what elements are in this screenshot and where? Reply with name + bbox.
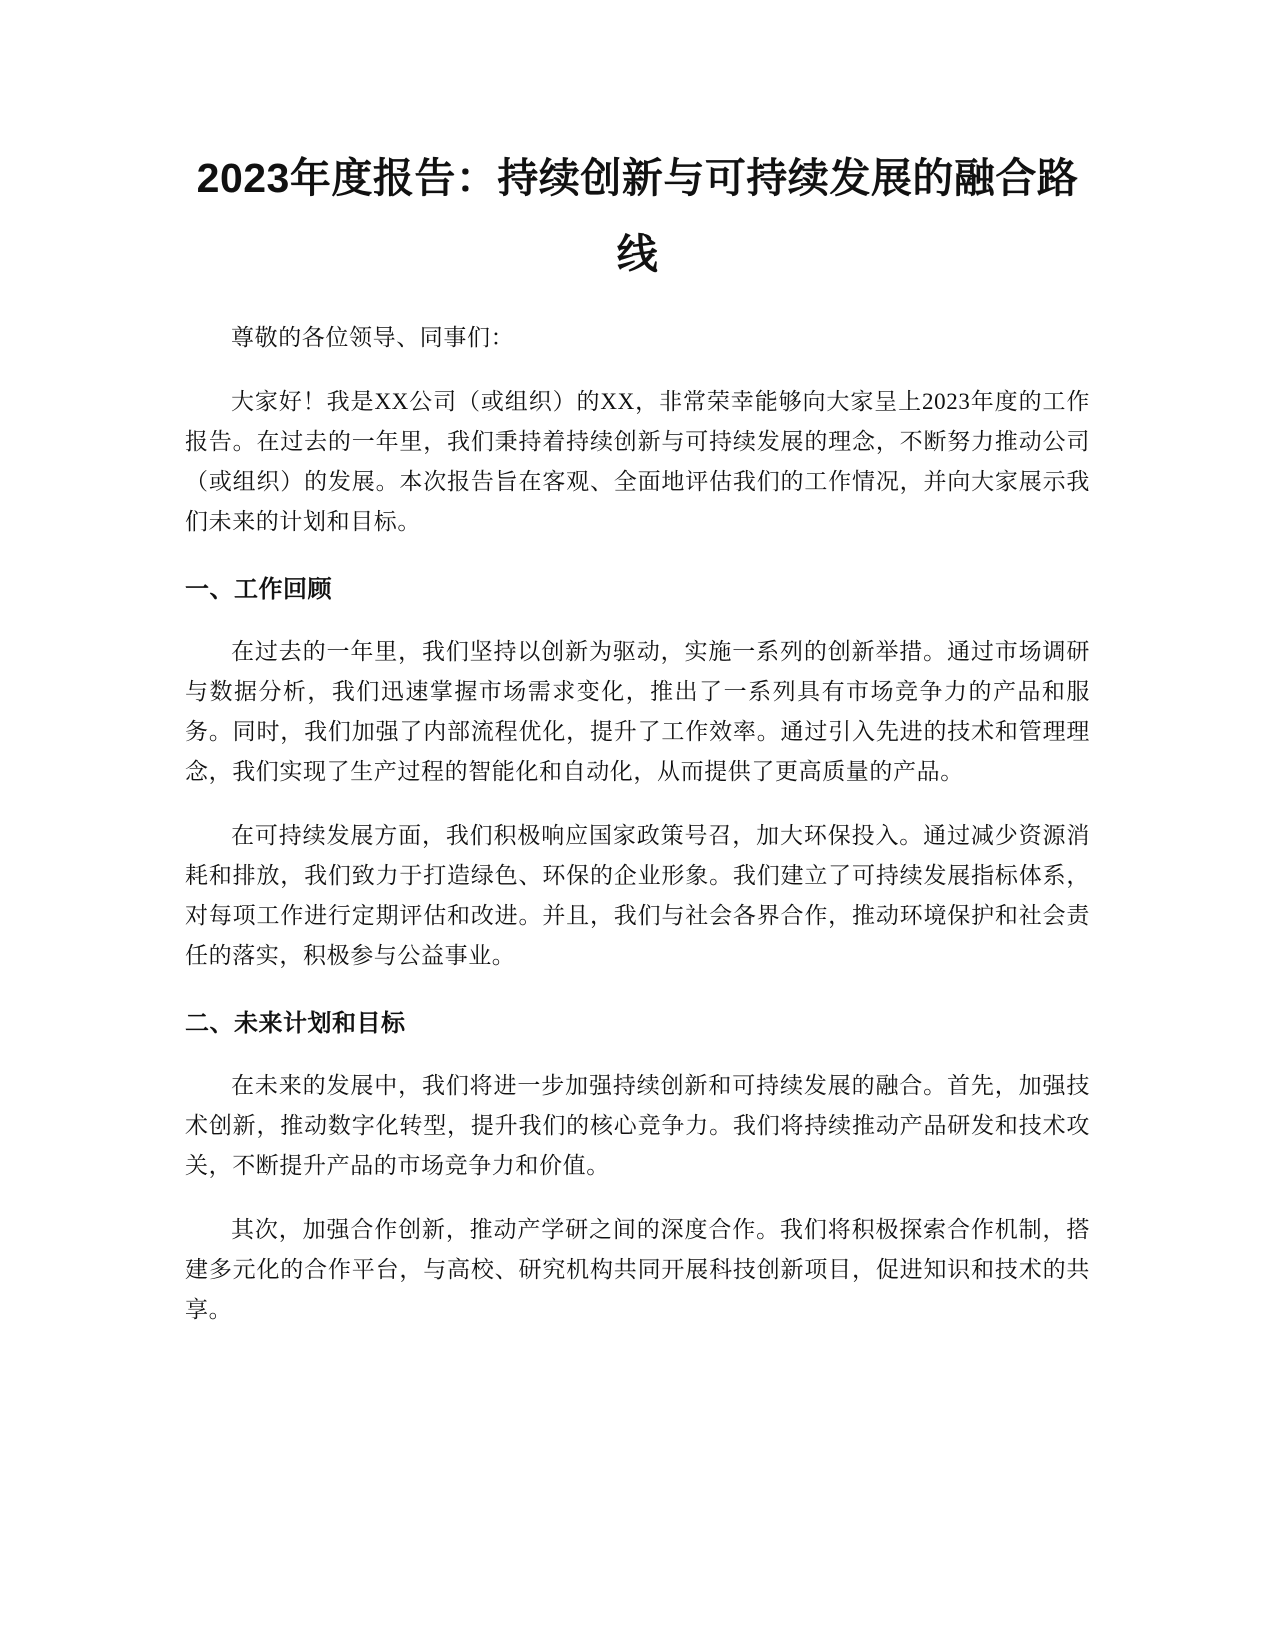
- future-plans-paragraph-2: 其次，加强合作创新，推动产学研之间的深度合作。我们将积极探索合作机制，搭建多元化的合作平台，与高校、研究机构共同开展科技创新项目，促进知识和技术的共享。: [185, 1217, 1090, 1322]
- salutation: 尊敬的各位领导、同事们：: [231, 325, 515, 350]
- work-review-paragraph-1: 在过去的一年里，我们坚持以创新为驱动，实施一系列的创新举措。通过市场调研与数据分析，我们迅速掌握市场需求变化，推出了一系列具有市场竞争力的产品和服务。同时，我们加强了内部流程优化，提升了工作效率。通过引入先进的技术和管理理念，我们实现了生产过程的智能化和自动化，从而提供了更高质量的产品。: [185, 639, 1090, 784]
- section-heading-future-plans: 二、未来计划和目标: [185, 1010, 406, 1037]
- intro-paragraph: 大家好！我是XX公司（或组织）的XX，非常荣幸能够向大家呈上2023年度的工作报告。在过去的一年里，我们秉持着持续创新与可持续发展的理念，不断努力推动公司（或组织）的发展。本次报告旨在客观、全面地评估我们的工作情况，并向大家展示我们未来的计划和目标。: [185, 389, 1090, 534]
- work-review-paragraph-2: 在可持续发展方面，我们积极响应国家政策号召，加大环保投入。通过减少资源消耗和排放，我们致力于打造绿色、环保的企业形象。我们建立了可持续发展指标体系，对每项工作进行定期评估和改进。并且，我们与社会各界合作，推动环境保护和社会责任的落实，积极参与公益事业。: [185, 823, 1090, 968]
- future-plans-paragraph-1: 在未来的发展中，我们将进一步加强持续创新和可持续发展的融合。首先，加强技术创新，推动数字化转型，提升我们的核心竞争力。我们将持续推动产品研发和技术攻关，不断提升产品的市场竞争力和价值。: [185, 1073, 1090, 1178]
- document-body: [185, 140, 1090, 1330]
- document-title: 2023年度报告：持续创新与可持续发展的融合路线: [196, 155, 1079, 277]
- section-heading-work-review: 一、工作回顾: [185, 576, 332, 603]
